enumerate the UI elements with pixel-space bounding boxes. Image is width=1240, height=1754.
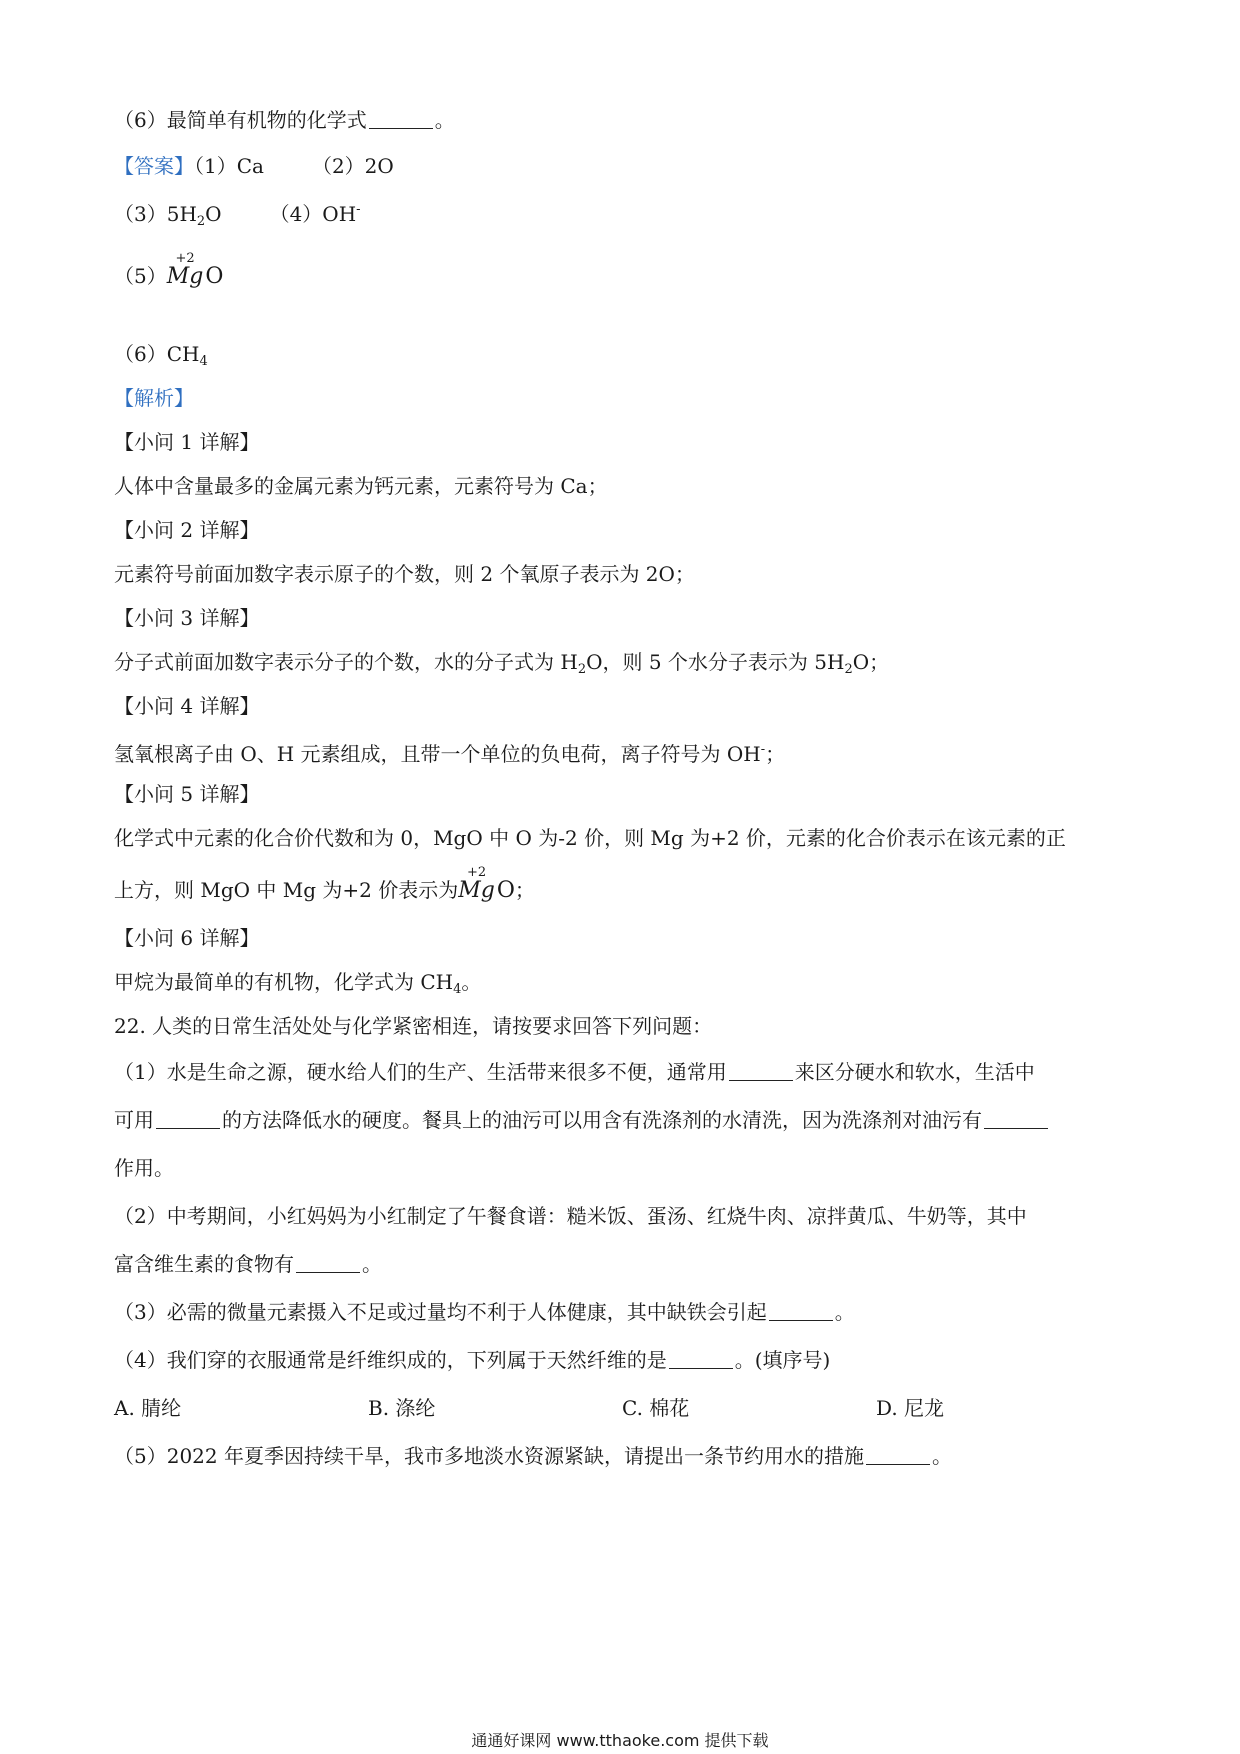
answer-blank: [369, 108, 433, 129]
detail-heading-1: 【小问 1 详解】: [114, 430, 260, 454]
detail-text-4: 氢氧根离子由 O、H 元素组成，且带一个单位的负电荷，离子符号为 OH-；: [114, 742, 786, 766]
option-b: B. 涤纶: [368, 1396, 436, 1420]
detail-text-3: 分子式前面加数字表示分子的个数，水的分子式为 $H_2O$，则 5 个水分子表示为 $5H_2O$；: [114, 650, 890, 677]
valence-formula: +2 Mg: [458, 865, 495, 903]
answer-blank: [769, 1300, 833, 1321]
page-footer: 通通好课网 www.tthaoke.com 提供下载: [471, 1731, 769, 1750]
q22-part5: （5）2022 年夏季因持续干旱，我市多地淡水资源紧缺，请提出一条节约用水的措施 。: [114, 1444, 952, 1468]
q22-part1-line2: 可用 的方法降低水的硬度。餐具上的油污可以用含有洗涤剂的水清洗，因为洗涤剂对油污有: [114, 1106, 1050, 1134]
answer-row-3: （5） +2 MgO: [114, 251, 224, 289]
q22-part1-line1: （1）水是生命之源，硬水给人们的生产、生活带来很多不便，通常用 来区分硬水和软水，生活中: [114, 1060, 1035, 1084]
detail-text-5a: 化学式中元素的化合价代数和为 0，MgO 中 O 为-2 价，则 Mg 为+2 价，元素的化合价表示在该元素的正: [114, 826, 1066, 850]
q22-title: 22. 人类的日常生活处处与化学紧密相连，请按要求回答下列问题：: [114, 1014, 713, 1038]
detail-heading-5: 【小问 5 详解】: [114, 782, 260, 806]
answer-blank: [669, 1348, 733, 1369]
q21-part6: （6）最简单有机物的化学式 。: [114, 108, 455, 132]
answer-blank: [296, 1252, 360, 1273]
answer-blank: [866, 1444, 930, 1465]
analysis-label: 【解析】: [114, 386, 194, 410]
option-c: C. 棉花: [622, 1396, 690, 1420]
q22-part3: （3）必需的微量元素摄入不足或过量均不利于人体健康，其中缺铁会引起 。: [114, 1300, 855, 1324]
option-d: D. 尼龙: [876, 1396, 945, 1420]
detail-heading-4: 【小问 4 详解】: [114, 694, 260, 718]
answer-row-4: $(6)CH_4$: [114, 342, 208, 369]
option-a: A. 腈纶: [114, 1396, 182, 1420]
detail-text-6: 甲烷为最简单的有机物，化学式为 $CH_4$。: [114, 970, 482, 997]
answer-blank: [984, 1108, 1048, 1129]
detail-text-1: 人体中含量最多的金属元素为钙元素，元素符号为 Ca；: [114, 474, 608, 498]
q22-part1-line3: 作用。: [114, 1156, 174, 1180]
answer-blank: [156, 1108, 220, 1129]
valence-formula: +2 Mg: [166, 251, 204, 289]
answer-label: 【答案】: [114, 154, 194, 178]
detail-text-2: 元素符号前面加数字表示原子的个数，则 2 个氧原子表示为 2O；: [114, 562, 695, 586]
detail-heading-6: 【小问 6 详解】: [114, 926, 260, 950]
answer-row-2: $(3)5H_2O$ （4）OH-: [114, 202, 361, 229]
q22-part2-line2: 富含维生素的食物有 。: [114, 1252, 382, 1276]
answer-blank: [729, 1060, 793, 1081]
q22-part2-line1: （2）中考期间，小红妈妈为小红制定了午餐食谱：糙米饭、蛋汤、红烧牛肉、凉拌黄瓜、牛奶等，其中: [114, 1204, 1027, 1228]
detail-heading-3: 【小问 3 详解】: [114, 606, 260, 630]
q22-part4: （4）我们穿的衣服通常是纤维织成的，下列属于天然纤维的是 。(填序号): [114, 1348, 831, 1372]
detail-text-5b: 上方，则 MgO 中 Mg 为+2 价表示为 +2 MgO；: [114, 865, 535, 903]
answer-row-1: 【答案】（1）Ca （2）2O: [114, 154, 394, 178]
detail-heading-2: 【小问 2 详解】: [114, 518, 260, 542]
